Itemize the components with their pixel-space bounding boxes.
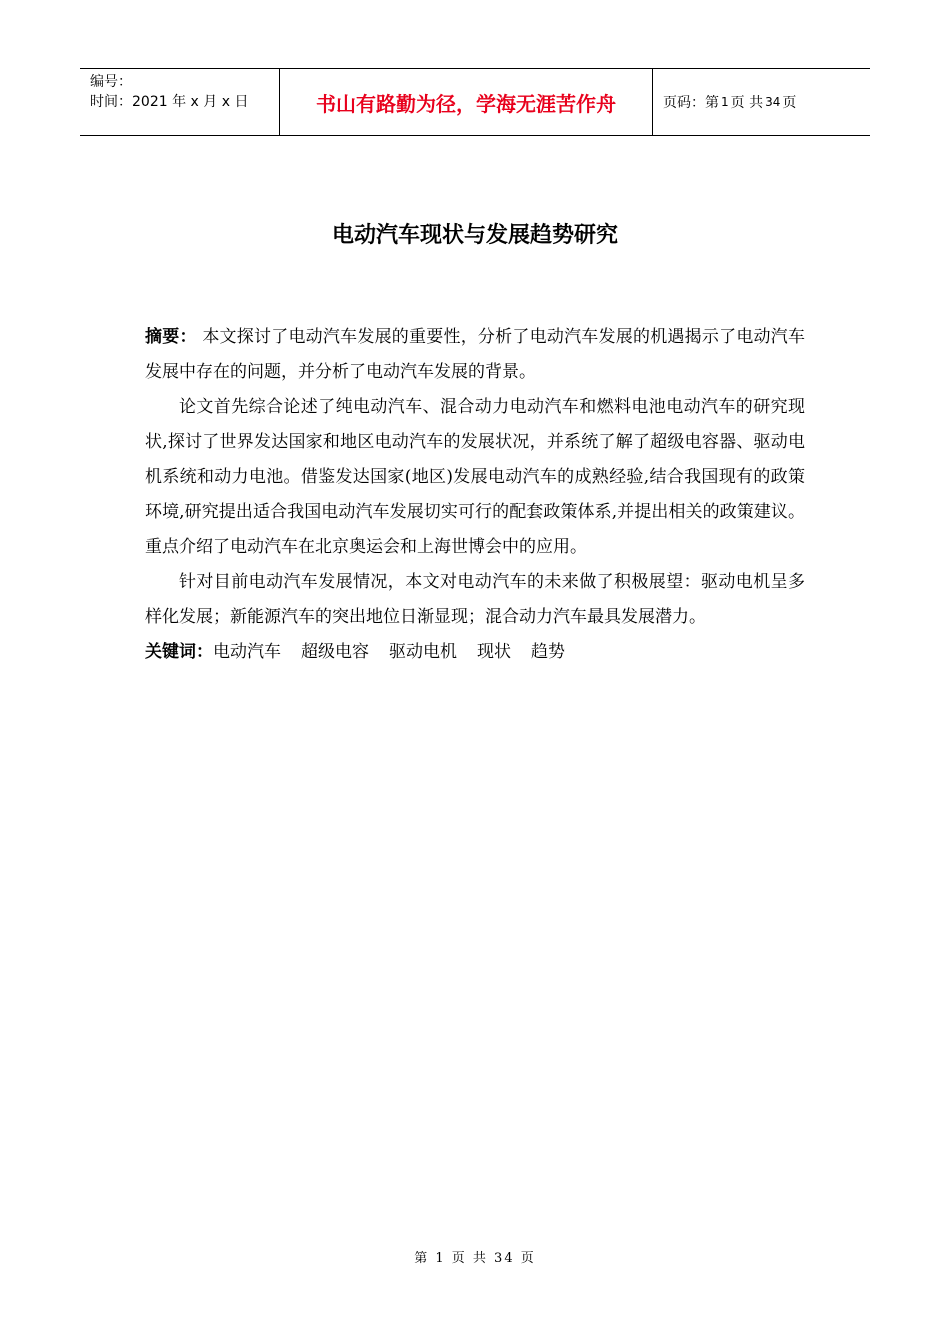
document-title: 电动汽车现状与发展趋势研究 bbox=[331, 223, 618, 248]
keyword-item: 趋势 bbox=[531, 642, 565, 662]
page-current: 1 bbox=[721, 95, 729, 109]
keyword-item: 驱动电机 bbox=[389, 642, 457, 662]
number-label: 编号： bbox=[90, 74, 132, 90]
keyword-item: 现状 bbox=[477, 642, 511, 662]
page-suffix: 页 bbox=[782, 95, 797, 111]
header-meta bbox=[80, 69, 280, 135]
keywords-label: 关键词： bbox=[145, 642, 213, 662]
abstract-text-1: 本文探讨了电动汽车发展的重要性，分析了电动汽车发展的机遇揭示了电动汽车发展中存在的问题，并分析了电动汽车发展的背景。 bbox=[145, 327, 806, 382]
abstract-paragraph-1 bbox=[145, 320, 805, 390]
header-page-number bbox=[653, 69, 870, 135]
date-label: 时间：2021 年 x 月 x 日 bbox=[90, 94, 249, 110]
keyword-item: 电动汽车 bbox=[213, 642, 281, 662]
page-header bbox=[80, 68, 870, 136]
page-prefix: 页码：第 bbox=[663, 95, 719, 111]
abstract-paragraph-3: 针对目前电动汽车发展情况，本文对电动汽车的未来做了积极展望：驱动电机呈多样化发展；新能源汽车的突出地位日渐显现；混合动力汽车最具发展潜力。 bbox=[145, 572, 805, 627]
abstract-paragraph-2: 论文首先综合论述了纯电动汽车、混合动力电动汽车和燃料电池电动汽车的研究现状,探讨了世界发达国家和地区电动汽车的发展状况，并系统了解了超级电容器、驱动电机系统和动力电池。借鉴发达国家(地区)发展电动汽车的成熟经验,结合我国现有的政策环境,研究提出适合我国电动汽车发展切实可行的配套政策体系,并提出相关的政策建议。重点介绍了电动汽车在北京奥运会和上海世博会中的应用。 bbox=[145, 397, 805, 557]
page-total: 34 bbox=[765, 95, 781, 109]
page-mid: 页 共 bbox=[730, 95, 764, 111]
keywords-line bbox=[145, 635, 805, 670]
header-motto: 书山有路勤为径，学海无涯苦作舟 bbox=[280, 69, 653, 135]
page-footer: 第 1 页 共 34 页 bbox=[414, 1251, 536, 1266]
document-body bbox=[145, 320, 805, 670]
abstract-label: 摘要： bbox=[145, 327, 197, 347]
keyword-item: 超级电容 bbox=[301, 642, 369, 662]
